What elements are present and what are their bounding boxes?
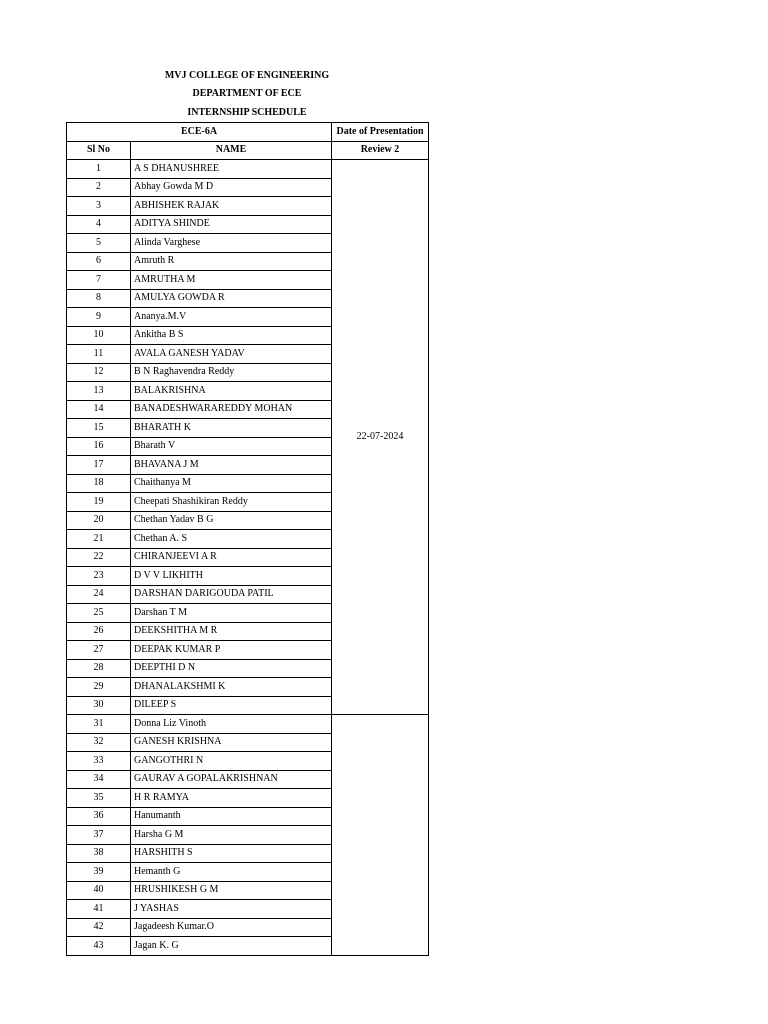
sl-no-cell: 8 — [67, 289, 131, 308]
sl-no-cell: 20 — [67, 511, 131, 530]
sl-no-cell: 19 — [67, 493, 131, 512]
sl-no-cell: 24 — [67, 585, 131, 604]
sl-no-cell: 17 — [67, 456, 131, 475]
student-name-cell: Bharath V — [131, 437, 332, 456]
sl-no-cell: 13 — [67, 382, 131, 401]
sl-no-cell: 12 — [67, 363, 131, 382]
sl-no-cell: 31 — [67, 715, 131, 734]
student-name-cell: GAURAV A GOPALAKRISHNAN — [131, 770, 332, 789]
sl-no-cell: 42 — [67, 918, 131, 937]
sl-no-cell: 35 — [67, 789, 131, 808]
student-name-cell: HARSHITH S — [131, 844, 332, 863]
sl-no-header: Sl No — [67, 141, 131, 160]
student-name-cell: Cheepati Shashikiran Reddy — [131, 493, 332, 512]
student-name-cell: D V V LIKHITH — [131, 567, 332, 586]
student-name-cell: AVALA GANESH YADAV — [131, 345, 332, 364]
sl-no-cell: 32 — [67, 733, 131, 752]
student-name-cell: Jagadeesh Kumar.O — [131, 918, 332, 937]
review-2-header: Review 2 — [332, 141, 429, 160]
student-name-cell: Amruth R — [131, 252, 332, 271]
student-name-cell: Hemanth G — [131, 863, 332, 882]
student-name-cell: BHARATH K — [131, 419, 332, 438]
student-name-cell: Harsha G M — [131, 826, 332, 845]
section-header-row — [67, 123, 429, 142]
sl-no-cell: 28 — [67, 659, 131, 678]
sl-no-cell: 25 — [67, 604, 131, 623]
sl-no-cell: 36 — [67, 807, 131, 826]
sl-no-cell: 3 — [67, 197, 131, 216]
student-name-cell: B N Raghavendra Reddy — [131, 363, 332, 382]
sl-no-cell: 4 — [67, 215, 131, 234]
sl-no-cell: 34 — [67, 770, 131, 789]
student-name-cell: ABHISHEK RAJAK — [131, 197, 332, 216]
sl-no-cell: 39 — [67, 863, 131, 882]
table-row — [67, 715, 429, 734]
student-name-cell: DEEKSHITHA M R — [131, 622, 332, 641]
sl-no-cell: 1 — [67, 160, 131, 179]
student-name-cell: Jagan K. G — [131, 937, 332, 956]
student-name-cell: Ananya.M.V — [131, 308, 332, 327]
student-name-cell: BANADESHWARAREDDY MOHAN — [131, 400, 332, 419]
student-name-cell: Alinda Varghese — [131, 234, 332, 253]
sl-no-cell: 26 — [67, 622, 131, 641]
sl-no-cell: 18 — [67, 474, 131, 493]
sl-no-cell: 41 — [67, 900, 131, 919]
student-name-cell: Hanumanth — [131, 807, 332, 826]
sl-no-cell: 16 — [67, 437, 131, 456]
student-name-cell: DARSHAN DARIGOUDA PATIL — [131, 585, 332, 604]
department-name: DEPARTMENT OF ECE — [192, 88, 302, 99]
sl-no-cell: 22 — [67, 548, 131, 567]
student-name-cell: AMRUTHA M — [131, 271, 332, 290]
sl-no-cell: 5 — [67, 234, 131, 253]
sl-no-cell: 15 — [67, 419, 131, 438]
sl-no-cell: 10 — [67, 326, 131, 345]
sl-no-cell: 7 — [67, 271, 131, 290]
student-name-cell: Darshan T M — [131, 604, 332, 623]
student-name-cell: Abhay Gowda M D — [131, 178, 332, 197]
student-name-cell: H R RAMYA — [131, 789, 332, 808]
student-name-cell: DEEPTHI D N — [131, 659, 332, 678]
sl-no-cell: 27 — [67, 641, 131, 660]
sl-no-cell: 37 — [67, 826, 131, 845]
student-name-cell: CHIRANJEEVI A R — [131, 548, 332, 567]
student-name-cell: Ankitha B S — [131, 326, 332, 345]
presentation-date-cell — [332, 715, 429, 956]
student-name-cell: DEEPAK KUMAR P — [131, 641, 332, 660]
sl-no-cell: 9 — [67, 308, 131, 327]
student-name-cell: BHAVANA J M — [131, 456, 332, 475]
student-name-cell: BALAKRISHNA — [131, 382, 332, 401]
sl-no-cell: 38 — [67, 844, 131, 863]
student-name-cell: Chethan A. S — [131, 530, 332, 549]
sl-no-cell: 23 — [67, 567, 131, 586]
sl-no-cell: 40 — [67, 881, 131, 900]
section-label: ECE-6A — [67, 123, 332, 142]
student-name-cell: DHANALAKSHMI K — [131, 678, 332, 697]
sl-no-cell: 30 — [67, 696, 131, 715]
sl-no-cell: 2 — [67, 178, 131, 197]
student-name-cell: A S DHANUSHREE — [131, 160, 332, 179]
student-name-cell: AMULYA GOWDA R — [131, 289, 332, 308]
sl-no-cell: 21 — [67, 530, 131, 549]
sl-no-cell: 33 — [67, 752, 131, 771]
sl-no-cell: 43 — [67, 937, 131, 956]
sl-no-cell: 11 — [67, 345, 131, 364]
date-of-presentation-header: Date of Presentation — [332, 123, 429, 142]
student-name-cell: ADITYA SHINDE — [131, 215, 332, 234]
table-row — [67, 160, 429, 179]
schedule-title: INTERNSHIP SCHEDULE — [187, 107, 307, 118]
student-name-cell: Donna Liz Vinoth — [131, 715, 332, 734]
schedule-table-body — [67, 123, 429, 956]
student-name-cell: HRUSHIKESH G M — [131, 881, 332, 900]
student-name-cell: DILEEP S — [131, 696, 332, 715]
sl-no-cell: 6 — [67, 252, 131, 271]
sl-no-cell: 29 — [67, 678, 131, 697]
presentation-date-cell: 22-07-2024 — [332, 160, 429, 715]
student-name-cell: Chethan Yadav B G — [131, 511, 332, 530]
student-name-cell: GANGOTHRI N — [131, 752, 332, 771]
student-name-cell: Chaithanya M — [131, 474, 332, 493]
college-name: MVJ COLLEGE OF ENGINEERING — [164, 70, 330, 81]
sl-no-cell: 14 — [67, 400, 131, 419]
student-name-cell: GANESH KRISHNA — [131, 733, 332, 752]
student-name-cell: J YASHAS — [131, 900, 332, 919]
schedule-table — [66, 122, 429, 956]
name-header: NAME — [131, 141, 332, 160]
column-header-row — [67, 141, 429, 160]
